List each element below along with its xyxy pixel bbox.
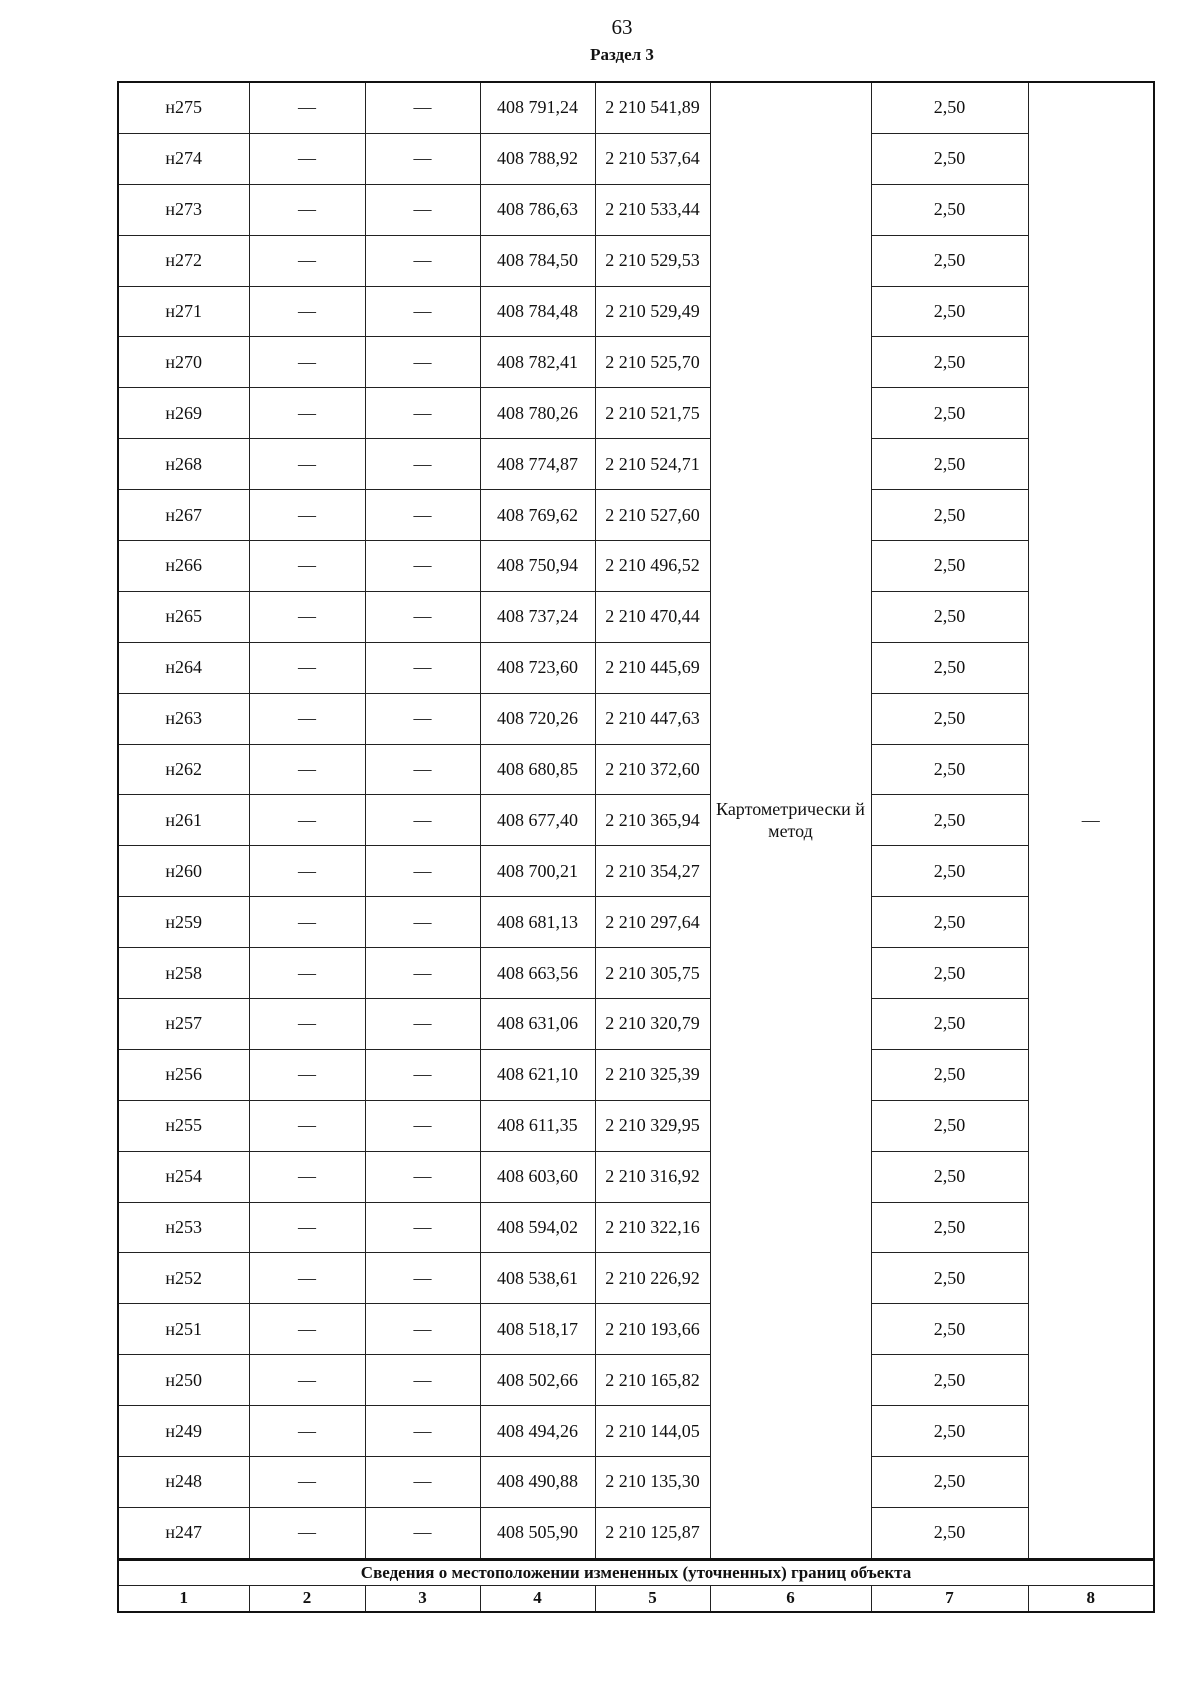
x-coordinate-cell: 408 621,10 <box>480 1049 595 1100</box>
point-cell: н260 <box>118 846 249 897</box>
page-number: 63 <box>611 15 633 39</box>
accuracy-cell: 2,50 <box>871 1100 1028 1151</box>
accuracy-cell: 2,50 <box>871 1507 1028 1559</box>
x-coordinate-cell: 408 784,48 <box>480 286 595 337</box>
column3-cell: — <box>365 1355 480 1406</box>
table-row <box>118 1100 1154 1151</box>
column3-cell: — <box>365 541 480 592</box>
y-coordinate-cell: 2 210 193,66 <box>595 1304 710 1355</box>
table-row <box>118 439 1154 490</box>
point-cell: н275 <box>118 82 249 133</box>
y-coordinate-cell: 2 210 445,69 <box>595 642 710 693</box>
column-number: 4 <box>480 1585 595 1612</box>
column2-cell: — <box>249 1253 365 1304</box>
column2-cell: — <box>249 1151 365 1202</box>
point-cell: н267 <box>118 490 249 541</box>
column3-cell: — <box>365 1151 480 1202</box>
x-coordinate-cell: 408 631,06 <box>480 999 595 1050</box>
y-coordinate-cell: 2 210 365,94 <box>595 795 710 846</box>
y-coordinate-cell: 2 210 135,30 <box>595 1457 710 1508</box>
y-coordinate-cell: 2 210 322,16 <box>595 1202 710 1253</box>
y-coordinate-cell: 2 210 320,79 <box>595 999 710 1050</box>
column2-cell: — <box>249 846 365 897</box>
point-cell: н263 <box>118 693 249 744</box>
column2-cell: — <box>249 744 365 795</box>
y-coordinate-cell: 2 210 496,52 <box>595 541 710 592</box>
column-number: 7 <box>871 1585 1028 1612</box>
column2-cell: — <box>249 337 365 388</box>
accuracy-cell: 2,50 <box>871 1304 1028 1355</box>
x-coordinate-cell: 408 538,61 <box>480 1253 595 1304</box>
table-row <box>118 1355 1154 1406</box>
table-row <box>118 1049 1154 1100</box>
column3-cell: — <box>365 795 480 846</box>
column3-cell: — <box>365 1100 480 1151</box>
column2-cell: — <box>249 1507 365 1559</box>
column-number: 6 <box>710 1585 871 1612</box>
x-coordinate-cell: 408 784,50 <box>480 235 595 286</box>
x-coordinate-cell: 408 594,02 <box>480 1202 595 1253</box>
accuracy-cell: 2,50 <box>871 948 1028 999</box>
column3-cell: — <box>365 1304 480 1355</box>
method-cell: Картометрически й метод <box>710 82 871 1559</box>
x-coordinate-cell: 408 681,13 <box>480 897 595 948</box>
accuracy-cell: 2,50 <box>871 846 1028 897</box>
x-coordinate-cell: 408 720,26 <box>480 693 595 744</box>
column-numbers-row <box>118 1585 1154 1612</box>
table-row <box>118 1151 1154 1202</box>
accuracy-cell: 2,50 <box>871 490 1028 541</box>
x-coordinate-cell: 408 774,87 <box>480 439 595 490</box>
y-coordinate-cell: 2 210 354,27 <box>595 846 710 897</box>
x-coordinate-cell: 408 782,41 <box>480 337 595 388</box>
table-row <box>118 897 1154 948</box>
table-row <box>118 235 1154 286</box>
column3-cell: — <box>365 591 480 642</box>
point-cell: н247 <box>118 1507 249 1559</box>
column2-cell: — <box>249 286 365 337</box>
y-coordinate-cell: 2 210 226,92 <box>595 1253 710 1304</box>
point-cell: н255 <box>118 1100 249 1151</box>
column3-cell: — <box>365 388 480 439</box>
point-cell: н269 <box>118 388 249 439</box>
x-coordinate-cell: 408 791,24 <box>480 82 595 133</box>
column2-cell: — <box>249 1202 365 1253</box>
accuracy-cell: 2,50 <box>871 999 1028 1050</box>
y-coordinate-cell: 2 210 537,64 <box>595 133 710 184</box>
accuracy-cell: 2,50 <box>871 1151 1028 1202</box>
x-coordinate-cell: 408 677,40 <box>480 795 595 846</box>
info-heading: Сведения о местоположении измененных (уточненных) границ объекта <box>118 1559 1154 1585</box>
table-row <box>118 82 1154 133</box>
column2-cell: — <box>249 439 365 490</box>
point-cell: н265 <box>118 591 249 642</box>
column2-cell: — <box>249 795 365 846</box>
point-cell: н254 <box>118 1151 249 1202</box>
y-coordinate-cell: 2 210 165,82 <box>595 1355 710 1406</box>
column3-cell: — <box>365 1049 480 1100</box>
column3-cell: — <box>365 846 480 897</box>
y-coordinate-cell: 2 210 529,49 <box>595 286 710 337</box>
table-row <box>118 693 1154 744</box>
column2-cell: — <box>249 388 365 439</box>
column2-cell: — <box>249 642 365 693</box>
y-coordinate-cell: 2 210 372,60 <box>595 744 710 795</box>
point-cell: н270 <box>118 337 249 388</box>
table-row <box>118 591 1154 642</box>
column3-cell: — <box>365 490 480 541</box>
table-row <box>118 795 1154 846</box>
accuracy-cell: 2,50 <box>871 744 1028 795</box>
y-coordinate-cell: 2 210 529,53 <box>595 235 710 286</box>
x-coordinate-cell: 408 494,26 <box>480 1406 595 1457</box>
table-row <box>118 1304 1154 1355</box>
table-row <box>118 286 1154 337</box>
column3-cell: — <box>365 999 480 1050</box>
column3-cell: — <box>365 1406 480 1457</box>
column2-cell: — <box>249 897 365 948</box>
accuracy-cell: 2,50 <box>871 133 1028 184</box>
column3-cell: — <box>365 337 480 388</box>
x-coordinate-cell: 408 780,26 <box>480 388 595 439</box>
column2-cell: — <box>249 948 365 999</box>
column2-cell: — <box>249 184 365 235</box>
point-cell: н256 <box>118 1049 249 1100</box>
coordinates-table <box>117 81 1155 1613</box>
column2-cell: — <box>249 133 365 184</box>
column2-cell: — <box>249 1457 365 1508</box>
table-row <box>118 133 1154 184</box>
y-coordinate-cell: 2 210 125,87 <box>595 1507 710 1559</box>
point-cell: н253 <box>118 1202 249 1253</box>
y-coordinate-cell: 2 210 447,63 <box>595 693 710 744</box>
point-cell: н248 <box>118 1457 249 1508</box>
column2-cell: — <box>249 999 365 1050</box>
y-coordinate-cell: 2 210 329,95 <box>595 1100 710 1151</box>
point-cell: н261 <box>118 795 249 846</box>
column8-cell: — <box>1028 82 1154 1559</box>
column3-cell: — <box>365 286 480 337</box>
x-coordinate-cell: 408 723,60 <box>480 642 595 693</box>
accuracy-cell: 2,50 <box>871 1457 1028 1508</box>
point-cell: н273 <box>118 184 249 235</box>
table-row <box>118 999 1154 1050</box>
table-row <box>118 1202 1154 1253</box>
table-row <box>118 744 1154 795</box>
y-coordinate-cell: 2 210 525,70 <box>595 337 710 388</box>
point-cell: н258 <box>118 948 249 999</box>
table-row <box>118 490 1154 541</box>
info-heading-row <box>118 1559 1154 1585</box>
accuracy-cell: 2,50 <box>871 184 1028 235</box>
x-coordinate-cell: 408 769,62 <box>480 490 595 541</box>
table-row <box>118 948 1154 999</box>
column3-cell: — <box>365 642 480 693</box>
y-coordinate-cell: 2 210 325,39 <box>595 1049 710 1100</box>
point-cell: н259 <box>118 897 249 948</box>
column2-cell: — <box>249 82 365 133</box>
accuracy-cell: 2,50 <box>871 591 1028 642</box>
table-row <box>118 1406 1154 1457</box>
y-coordinate-cell: 2 210 470,44 <box>595 591 710 642</box>
column2-cell: — <box>249 235 365 286</box>
x-coordinate-cell: 408 680,85 <box>480 744 595 795</box>
accuracy-cell: 2,50 <box>871 693 1028 744</box>
table-row <box>118 388 1154 439</box>
point-cell: н264 <box>118 642 249 693</box>
point-cell: н271 <box>118 286 249 337</box>
accuracy-cell: 2,50 <box>871 82 1028 133</box>
column3-cell: — <box>365 1457 480 1508</box>
table-row <box>118 642 1154 693</box>
point-cell: н250 <box>118 1355 249 1406</box>
y-coordinate-cell: 2 210 524,71 <box>595 439 710 490</box>
y-coordinate-cell: 2 210 297,64 <box>595 897 710 948</box>
x-coordinate-cell: 408 502,66 <box>480 1355 595 1406</box>
table-body <box>118 82 1154 1559</box>
x-coordinate-cell: 408 788,92 <box>480 133 595 184</box>
table-row <box>118 184 1154 235</box>
column2-cell: — <box>249 1049 365 1100</box>
y-coordinate-cell: 2 210 541,89 <box>595 82 710 133</box>
column3-cell: — <box>365 744 480 795</box>
point-cell: н249 <box>118 1406 249 1457</box>
x-coordinate-cell: 408 663,56 <box>480 948 595 999</box>
y-coordinate-cell: 2 210 144,05 <box>595 1406 710 1457</box>
table-row <box>118 846 1154 897</box>
column2-cell: — <box>249 541 365 592</box>
column-number: 2 <box>249 1585 365 1612</box>
accuracy-cell: 2,50 <box>871 897 1028 948</box>
x-coordinate-cell: 408 786,63 <box>480 184 595 235</box>
column3-cell: — <box>365 1253 480 1304</box>
column-number: 8 <box>1028 1585 1154 1612</box>
x-coordinate-cell: 408 490,88 <box>480 1457 595 1508</box>
table-row <box>118 1457 1154 1508</box>
x-coordinate-cell: 408 700,21 <box>480 846 595 897</box>
table-row <box>118 337 1154 388</box>
y-coordinate-cell: 2 210 316,92 <box>595 1151 710 1202</box>
section-title: Раздел 3 <box>590 45 654 64</box>
column2-cell: — <box>249 1355 365 1406</box>
accuracy-cell: 2,50 <box>871 439 1028 490</box>
y-coordinate-cell: 2 210 533,44 <box>595 184 710 235</box>
accuracy-cell: 2,50 <box>871 642 1028 693</box>
table-row <box>118 1507 1154 1559</box>
column2-cell: — <box>249 591 365 642</box>
accuracy-cell: 2,50 <box>871 1253 1028 1304</box>
y-coordinate-cell: 2 210 521,75 <box>595 388 710 439</box>
x-coordinate-cell: 408 505,90 <box>480 1507 595 1559</box>
column3-cell: — <box>365 1507 480 1559</box>
column-number: 5 <box>595 1585 710 1612</box>
point-cell: н266 <box>118 541 249 592</box>
x-coordinate-cell: 408 737,24 <box>480 591 595 642</box>
x-coordinate-cell: 408 611,35 <box>480 1100 595 1151</box>
point-cell: н272 <box>118 235 249 286</box>
x-coordinate-cell: 408 518,17 <box>480 1304 595 1355</box>
column2-cell: — <box>249 1304 365 1355</box>
table-row <box>118 541 1154 592</box>
column2-cell: — <box>249 1100 365 1151</box>
column3-cell: — <box>365 897 480 948</box>
table-row <box>118 1253 1154 1304</box>
x-coordinate-cell: 408 750,94 <box>480 541 595 592</box>
column3-cell: — <box>365 439 480 490</box>
column3-cell: — <box>365 235 480 286</box>
accuracy-cell: 2,50 <box>871 286 1028 337</box>
point-cell: н252 <box>118 1253 249 1304</box>
y-coordinate-cell: 2 210 305,75 <box>595 948 710 999</box>
accuracy-cell: 2,50 <box>871 235 1028 286</box>
column3-cell: — <box>365 693 480 744</box>
x-coordinate-cell: 408 603,60 <box>480 1151 595 1202</box>
column2-cell: — <box>249 1406 365 1457</box>
accuracy-cell: 2,50 <box>871 337 1028 388</box>
column3-cell: — <box>365 184 480 235</box>
point-cell: н262 <box>118 744 249 795</box>
column2-cell: — <box>249 693 365 744</box>
column3-cell: — <box>365 948 480 999</box>
accuracy-cell: 2,50 <box>871 1355 1028 1406</box>
accuracy-cell: 2,50 <box>871 1406 1028 1457</box>
accuracy-cell: 2,50 <box>871 1202 1028 1253</box>
point-cell: н268 <box>118 439 249 490</box>
accuracy-cell: 2,50 <box>871 1049 1028 1100</box>
column-number: 3 <box>365 1585 480 1612</box>
column2-cell: — <box>249 490 365 541</box>
point-cell: н257 <box>118 999 249 1050</box>
column3-cell: — <box>365 133 480 184</box>
y-coordinate-cell: 2 210 527,60 <box>595 490 710 541</box>
column3-cell: — <box>365 82 480 133</box>
accuracy-cell: 2,50 <box>871 795 1028 846</box>
accuracy-cell: 2,50 <box>871 388 1028 439</box>
point-cell: н274 <box>118 133 249 184</box>
column3-cell: — <box>365 1202 480 1253</box>
column-number: 1 <box>118 1585 249 1612</box>
point-cell: н251 <box>118 1304 249 1355</box>
accuracy-cell: 2,50 <box>871 541 1028 592</box>
